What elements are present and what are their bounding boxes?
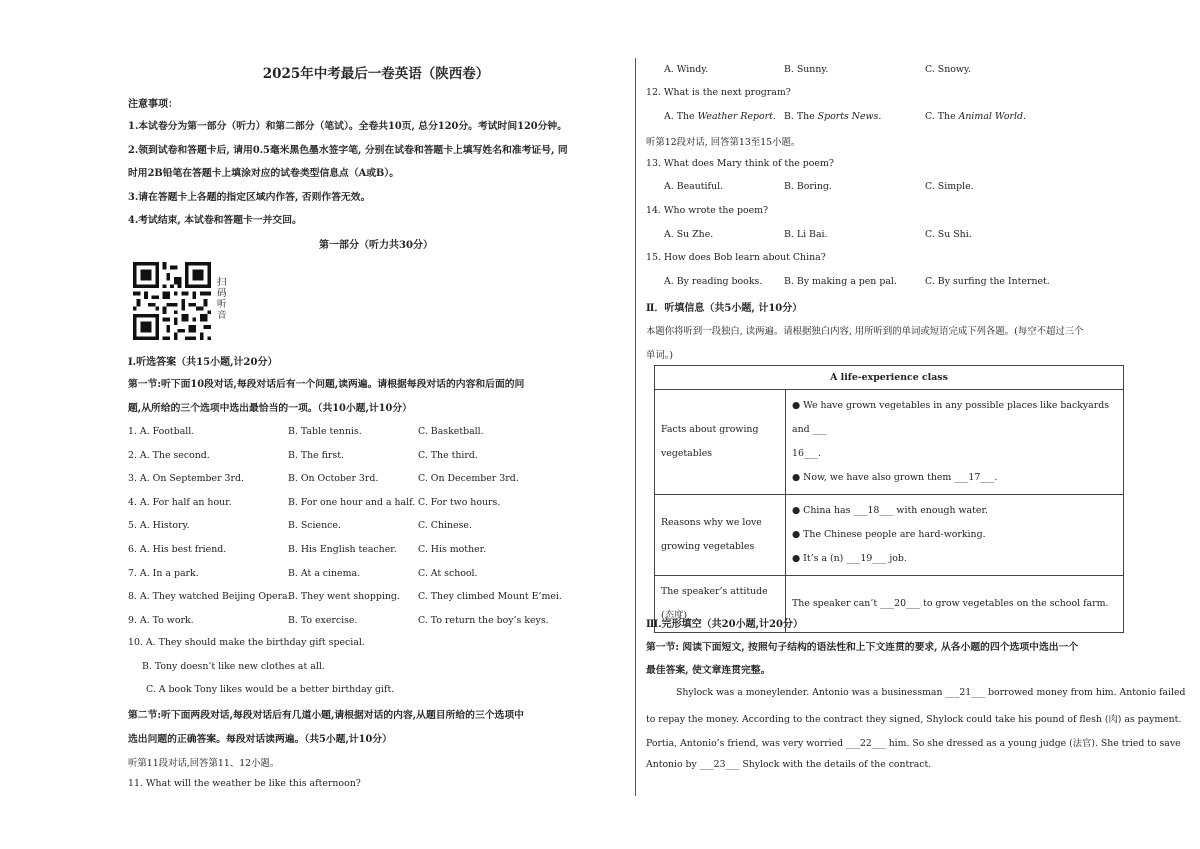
q9-option-c[interactable]: C. To return the boy’s keys. — [418, 614, 549, 626]
q7-option-b[interactable]: B. At a cinema. — [288, 567, 361, 579]
question-13: 13. What does Mary think of the poem? — [646, 158, 834, 169]
q6-option-a[interactable]: 6. A. His best friend. — [128, 544, 227, 555]
page-title: 2025年中考最后一卷英语（陕西卷） — [262, 66, 490, 82]
q8-option-c[interactable]: C. They climbed Mount E’mei. — [418, 591, 562, 603]
passage-line: Antonio by ___23___ Shylock with the details of the contract. — [646, 759, 932, 770]
row-content[interactable]: ● We have grown vegetables in any possible places like backyards and ___ 16___. ● Now, we have also grown them ___17___. — [786, 390, 1124, 495]
q14-option-b[interactable]: B. Li Bai. — [784, 229, 828, 240]
part1-heading: 第一部分（听力共30分） — [319, 240, 433, 251]
column-divider — [635, 58, 636, 796]
table-title: A life-experience class — [655, 366, 1124, 390]
notice-heading: 注意事项： — [128, 99, 178, 110]
q9-option-b[interactable]: B. To exercise. — [288, 614, 358, 626]
q1-option-b[interactable]: B. Table tennis. — [288, 426, 362, 437]
q11-option-a[interactable]: A. Windy. — [664, 64, 709, 75]
qr-code-icon[interactable] — [133, 262, 211, 340]
q5-option-c[interactable]: C. Chinese. — [418, 520, 472, 532]
q2-option-b[interactable]: B. The first. — [288, 449, 344, 461]
listen-instruction: 听第11段对话,回答第11、12小题。 — [128, 758, 280, 769]
notice-item: 4.考试结束, 本试卷和答题卡一并交回。 — [128, 215, 302, 226]
q1-option-c[interactable]: C. Basketball. — [418, 426, 484, 437]
q4-option-c[interactable]: C. For two hours. — [418, 496, 501, 508]
q10-option-c[interactable]: C. A book Tony likes would be a better birthday gift. — [146, 684, 395, 695]
notice-item: 时用2B铅笔在答题卡上填涂对应的试卷类型信息点（A或B）。 — [128, 168, 400, 179]
listen-instruction: 听第12段对话, 回答第13至15小题。 — [646, 137, 801, 148]
row-label: Facts about growing vegetables — [655, 390, 786, 495]
q14-option-c[interactable]: C. Su Shi. — [925, 229, 972, 240]
question-15: 15. How does Bob learn about China? — [646, 252, 826, 263]
passage-line: Portia, Antonio’s friend, was very worried ___22___ him. So she dressed as a young judge (法官). She tried to save — [646, 738, 1181, 749]
notice-item: 3.请在答题卡上各题的指定区域内作答, 否则作答无效。 — [128, 192, 371, 203]
notice-item: 2.领到试卷和答题卡后, 请用0.5毫米黑色墨水签字笔, 分别在试卷和答题卡上填写姓名和准考证号, 同 — [128, 145, 568, 156]
q6-option-b[interactable]: B. His English teacher. — [288, 544, 397, 555]
part2-intro: 第二节:听下面两段对话,每段对话后有几道小题,请根据对话的内容,从题目所给的三个选项中 — [128, 710, 524, 721]
section2-heading: Ⅱ．听填信息（共5小题, 计10分） — [646, 303, 803, 314]
question-14: 14. Who wrote the poem? — [646, 205, 769, 216]
q2-option-c[interactable]: C. The third. — [418, 449, 478, 461]
info-table — [654, 365, 1124, 633]
table-row — [655, 495, 1124, 576]
q8-option-b[interactable]: B. They went shopping. — [288, 591, 400, 603]
section2-intro: 本题你将听到一段独白, 读两遍。请根据独白内容, 用所听到的单词或短语完成下列各题。(每空不超过三个 — [646, 326, 1084, 337]
q3-option-c[interactable]: C. On December 3rd. — [418, 473, 519, 485]
q7-option-a[interactable]: 7. A. In a park. — [128, 567, 199, 579]
q4-option-b[interactable]: B. For one hour and a half. — [288, 496, 416, 508]
section2-intro: 单词。) — [646, 350, 674, 361]
q5-option-b[interactable]: B. Science. — [288, 520, 341, 532]
q14-option-a[interactable]: A. Su Zhe. — [664, 229, 714, 240]
part2-intro: 选出问题的正确答案。每段对话读两遍。（共5小题,计10分） — [128, 734, 392, 745]
section3-intro: 第一节: 阅读下面短文, 按照句子结构的语法性和上下文连贯的要求, 从各小题的四个选项中选出一个 — [646, 642, 1079, 653]
section1-heading: I.听选答案（共15小题,计20分） — [128, 357, 278, 368]
q1-option-a[interactable]: 1. A. Football. — [128, 426, 195, 437]
q3-option-a[interactable]: 3. A. On September 3rd. — [128, 473, 244, 485]
q11-option-b[interactable]: B. Sunny. — [784, 64, 829, 75]
q6-option-c[interactable]: C. His mother. — [418, 544, 487, 555]
qr-label: 扫码听音 — [217, 277, 227, 321]
q12-option-c[interactable]: C. The Animal World. — [925, 111, 1026, 122]
q13-option-b[interactable]: B. Boring. — [784, 181, 832, 192]
q12-option-a[interactable]: A. The Weather Report. — [664, 111, 776, 122]
q12-option-b[interactable]: B. The Sports News. — [784, 111, 882, 122]
passage-line: to repay the money. According to the contract they signed, Shylock could take his pound of flesh (肉) as payment. — [646, 714, 1182, 725]
q15-option-c[interactable]: C. By surfing the Internet. — [925, 276, 1050, 287]
q10-option-b[interactable]: B. Tony doesn’t like new clothes at all. — [142, 661, 325, 672]
q10-option-a[interactable]: 10. A. They should make the birthday gift special. — [128, 637, 365, 648]
q13-option-c[interactable]: C. Simple. — [925, 181, 974, 192]
q2-option-a[interactable]: 2. A. The second. — [128, 449, 210, 461]
row-content[interactable]: The speaker can’t ___20___ to grow vegetables on the school farm. — [786, 576, 1124, 633]
row-label: The speaker’s attitude (态度) — [655, 576, 786, 633]
passage-line: Shylock was a moneylender. Antonio was a businessman ___21___ borrowed money from him. Antonio failed — [676, 687, 1186, 698]
q3-option-b[interactable]: B. On October 3rd. — [288, 473, 379, 485]
question-12: 12. What is the next program? — [646, 87, 791, 98]
q5-option-a[interactable]: 5. A. History. — [128, 520, 190, 532]
q9-option-a[interactable]: 9. A. To work. — [128, 614, 194, 626]
q15-option-a[interactable]: A. By reading books. — [664, 276, 763, 287]
question-11: 11. What will the weather be like this afternoon? — [128, 778, 361, 789]
section1-intro: 第一节:听下面10段对话,每段对话后有一个问题,读两遍。请根据每段对话的内容和后面的问 — [128, 379, 525, 390]
table-row — [655, 390, 1124, 495]
q13-option-a[interactable]: A. Beautiful. — [664, 181, 724, 192]
q15-option-b[interactable]: B. By making a pen pal. — [784, 276, 897, 287]
row-content[interactable]: ● China has ___18___ with enough water. ● The Chinese people are hard-working. ● It’s a (n) ___19___ job. — [786, 495, 1124, 576]
section3-intro: 最佳答案, 使文章连贯完整。 — [646, 665, 771, 676]
section1-intro: 题,从所给的三个选项中选出最恰当的一项。（共10小题,计10分） — [128, 403, 412, 414]
row-label: Reasons why we love growing vegetables — [655, 495, 786, 576]
q4-option-a[interactable]: 4. A. For half an hour. — [128, 496, 232, 508]
q11-option-c[interactable]: C. Snowy. — [925, 64, 971, 75]
notice-item: 1.本试卷分为第一部分（听力）和第二部分（笔试）。全卷共10页, 总分120分。考试时间120分钟。 — [128, 121, 567, 132]
q7-option-c[interactable]: C. At school. — [418, 567, 478, 579]
section3-heading: Ⅲ.完形填空（共20小题,计20分） — [646, 619, 803, 630]
q8-option-a[interactable]: 8. A. They watched Beijing Opera. — [128, 591, 291, 603]
